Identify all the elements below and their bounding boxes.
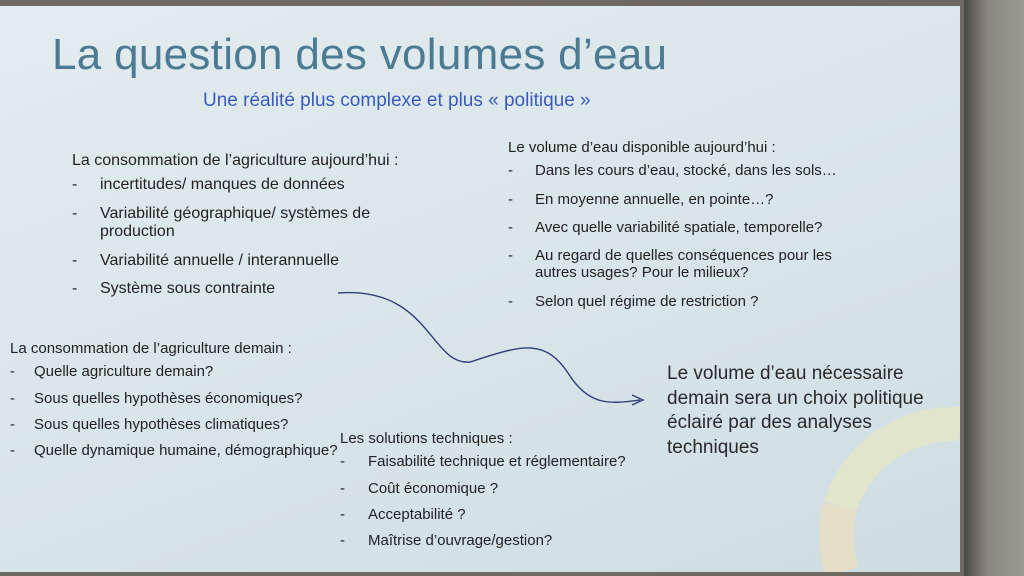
list-item: - Maîtrise d’ouvrage/gestion? (340, 532, 553, 549)
agri-tomorrow-heading: La consommation de l’agriculture demain : (10, 340, 292, 357)
list-item: - Variabilité annuelle / interannuelle (72, 251, 339, 269)
tech-solutions-heading: Les solutions techniques : (340, 430, 513, 447)
slide-subtitle: Une réalité plus complexe et plus « politique » (203, 90, 591, 111)
room-background (964, 0, 1024, 576)
list-item: - Variabilité géographique/ systèmes de production (72, 204, 371, 241)
list-item: - Faisabilité technique et réglementaire? (340, 453, 626, 471)
conclusion-text: Le volume d’eau nécessaire demain sera un choix politique éclairé par des analyses techniques (667, 363, 924, 459)
list-item: - Quelle agriculture demain? (10, 363, 214, 381)
list-item: - En moyenne annuelle, en pointe…? (508, 190, 774, 208)
presentation-slide (0, 6, 960, 572)
list-item: - incertitudes/ manques de données (72, 176, 345, 194)
curved-arrow (0, 6, 960, 572)
list-item: - Coût économique ? (340, 479, 499, 497)
list-item: - Système sous contrainte (72, 279, 276, 297)
list-item: - Selon quel régime de restriction ? (508, 292, 759, 310)
water-available-heading: Le volume d’eau disponible aujourd’hui : (508, 139, 776, 156)
list-item: - Quelle dynamique humaine, démographique? (10, 442, 338, 459)
list-item: - Sous quelles hypothèses économiques? (10, 389, 303, 407)
list-item: - Avec quelle variabilité spatiale, temporelle? (508, 218, 823, 236)
list-item: - Sous quelles hypothèses climatiques? (10, 415, 289, 433)
list-item: - Acceptabilité ? (340, 505, 466, 523)
slide-title: La question des volumes d’eau (52, 30, 668, 79)
agri-today-heading: La consommation de l’agriculture aujourd’hui : (72, 152, 399, 169)
list-item: - Au regard de quelles conséquences pour les autres usages? Pour le milieux? (508, 247, 832, 282)
list-item: - Dans les cours d’eau, stocké, dans les sols… (508, 162, 837, 180)
